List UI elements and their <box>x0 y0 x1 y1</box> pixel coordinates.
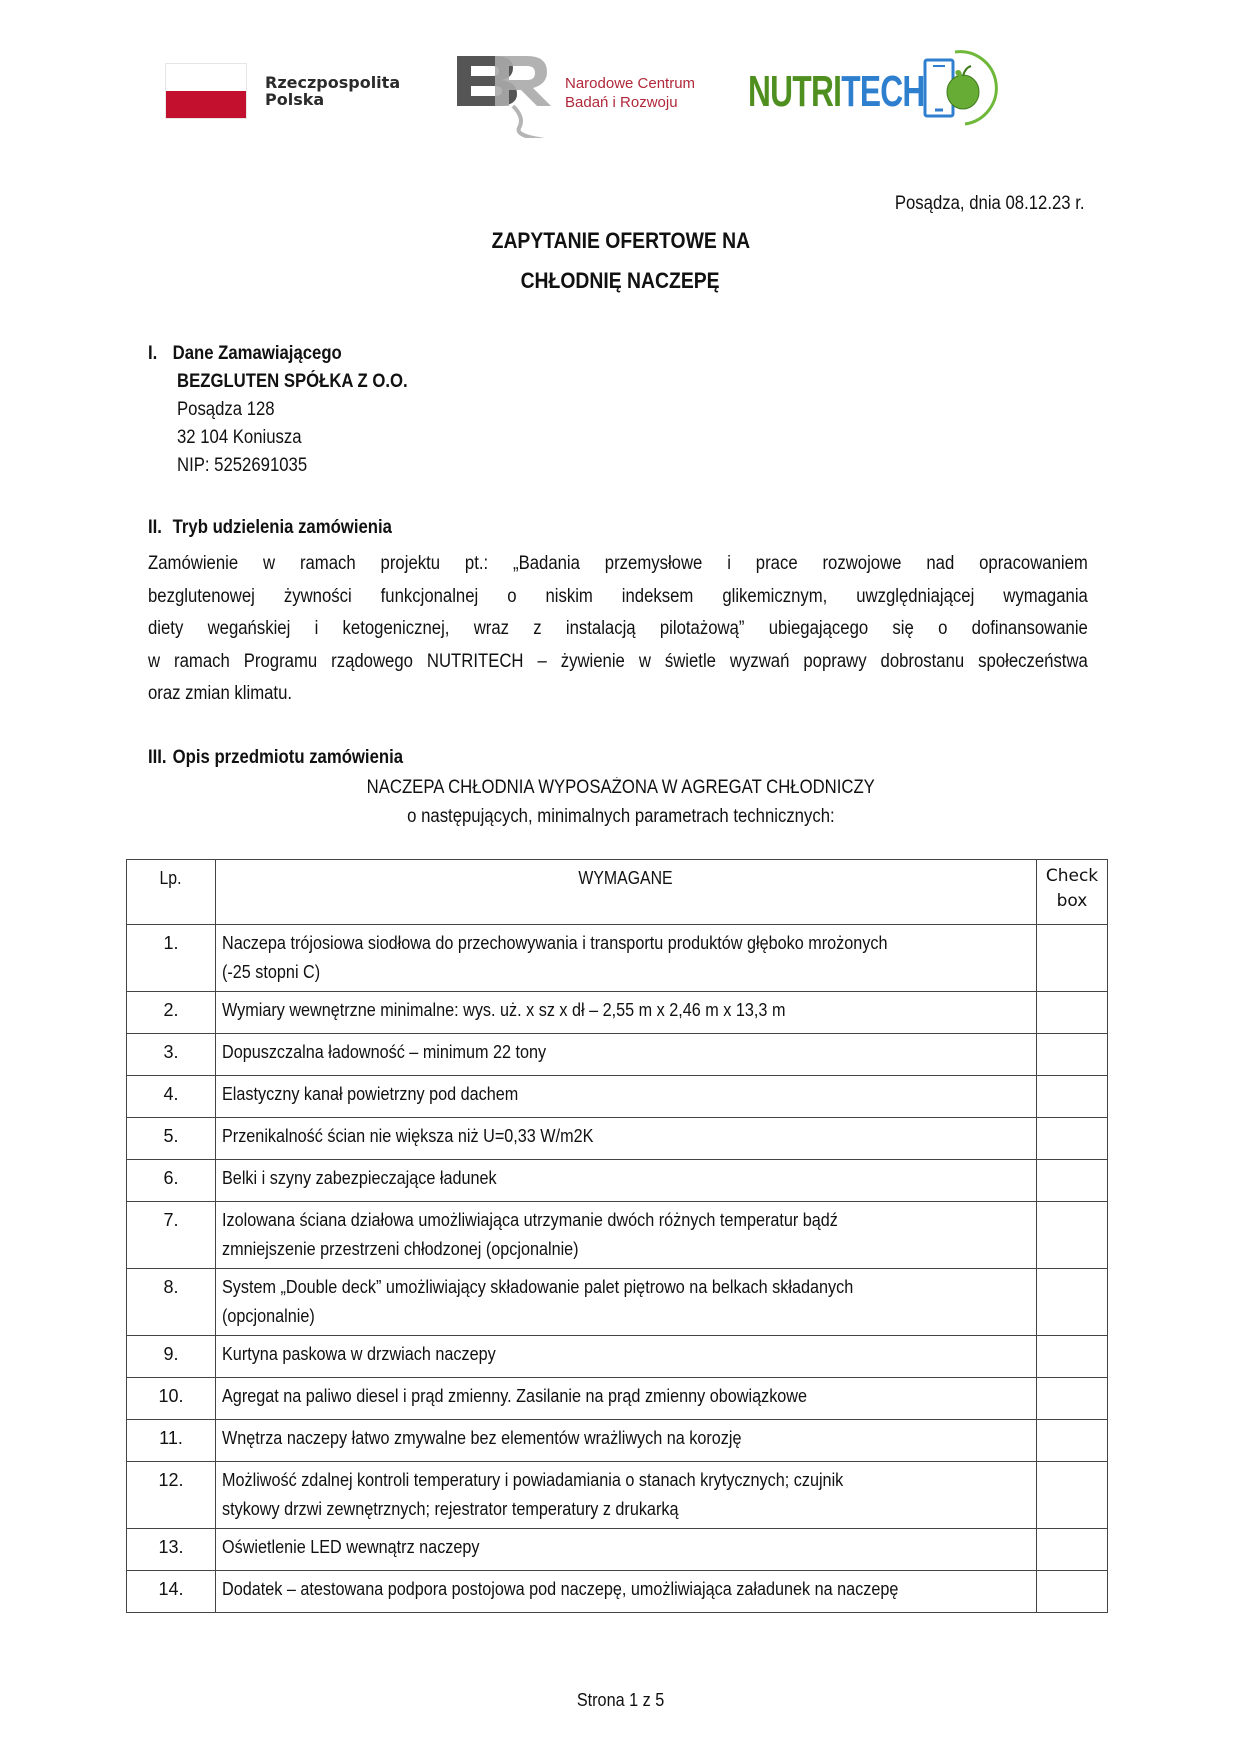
requirement-text-line: Belki i szyny zabezpieczające ładunek <box>222 1168 497 1188</box>
row-requirement <box>216 1378 1037 1420</box>
paragraph-line: w ramach Programu rządowego NUTRITECH – żywienie w świetle wyzwań poprawy dobrostanu społeczeństwa <box>148 650 1088 672</box>
row-number: 7. <box>127 1202 216 1269</box>
ncbr-logo-line1: Narodowe Centrum <box>565 75 696 92</box>
row-checkbox[interactable] <box>1037 1336 1108 1378</box>
row-number: 13. <box>127 1529 216 1571</box>
company-name: BEZGLUTEN SPÓŁKA Z O.O. <box>177 371 408 392</box>
row-requirement <box>216 925 1037 992</box>
requirement-text-line: Oświetlenie LED wewnątrz naczepy <box>222 1537 480 1557</box>
requirement-text-line: Agregat na paliwo diesel i prąd zmienny. Zasilanie na prąd zmienny obowiązkowe <box>222 1386 808 1406</box>
row-number: 4. <box>127 1076 216 1118</box>
poland-logo-text <box>265 74 400 108</box>
requirement-text-line: stykowy drzwi zewnętrznych; rejestrator temperatury z drukarką <box>222 1499 679 1519</box>
row-number: 8. <box>127 1269 216 1336</box>
row-checkbox[interactable] <box>1037 925 1108 992</box>
section3-subtitle2: o następujących, minimalnych parametrach technicznych: <box>406 806 835 827</box>
table-row <box>127 1076 1108 1118</box>
poland-logo <box>165 63 400 119</box>
row-number: 5. <box>127 1118 216 1160</box>
requirement-text-line: Możliwość zdalnej kontroli temperatury i powiadamiania o stanach krytycznych; czujnik <box>222 1470 844 1490</box>
requirement-text-line: Przenikalność ścian nie większa niż U=0,33 W/m2K <box>222 1126 594 1146</box>
row-requirement <box>216 1118 1037 1160</box>
requirement-text-line: Izolowana ściana działowa umożliwiająca utrzymanie dwóch różnych temperatur bądź <box>222 1210 838 1230</box>
row-number: 1. <box>127 925 216 992</box>
table-row <box>127 1034 1108 1076</box>
row-requirement <box>216 1160 1037 1202</box>
table-row <box>127 1529 1108 1571</box>
requirement-text-line: Dodatek – atestowana podpora postojowa pod naczepę, umożliwiająca załadunek na naczepę <box>222 1579 899 1599</box>
company-address-street: Posądza 128 <box>177 399 275 420</box>
row-requirement <box>216 1336 1037 1378</box>
table-row <box>127 1160 1108 1202</box>
row-requirement <box>216 1202 1037 1269</box>
row-requirement <box>216 1571 1037 1613</box>
ncbr-br-mark-icon <box>455 48 565 138</box>
row-checkbox[interactable] <box>1037 1269 1108 1336</box>
ncbr-logo-line2: Badań i Rozwoju <box>565 94 678 111</box>
row-checkbox[interactable] <box>1037 1571 1108 1613</box>
poland-logo-line1: Rzeczpospolita <box>265 73 401 92</box>
nutritech-wordmark <box>748 67 925 116</box>
section1-heading: I. Dane Zamawiającego <box>148 343 342 364</box>
row-checkbox[interactable] <box>1037 1160 1108 1202</box>
row-requirement <box>216 1034 1037 1076</box>
nutritech-green-part: NUTRI <box>748 67 842 116</box>
row-requirement <box>216 1529 1037 1571</box>
section3-heading: III. Opis przedmiotu zamówienia <box>148 747 404 768</box>
row-number: 10. <box>127 1378 216 1420</box>
ncbr-logo-text <box>565 74 695 112</box>
document-title-line1: ZAPYTANIE OFERTOWE NA <box>491 228 750 253</box>
header-lp: Lp. <box>127 860 216 925</box>
row-number: 12. <box>127 1462 216 1529</box>
paragraph-line: Zamówienie w ramach projektu pt.: „Badania przemysłowe i prace rozwojowe nad opracowaniem <box>148 553 1088 574</box>
row-checkbox[interactable] <box>1037 1076 1108 1118</box>
table-row <box>127 1118 1108 1160</box>
table-row <box>127 925 1108 992</box>
table-row <box>127 1202 1108 1269</box>
table-row <box>127 1269 1108 1336</box>
row-checkbox[interactable] <box>1037 1420 1108 1462</box>
requirement-text-line: Wnętrza naczepy łatwo zmywalne bez elementów wrażliwych na korozję <box>222 1428 742 1448</box>
table-row <box>127 992 1108 1034</box>
header-checkbox: Check box <box>1037 860 1108 925</box>
requirement-text-line: Kurtyna paskowa w drzwiach naczepy <box>222 1344 496 1364</box>
section1 <box>148 340 439 480</box>
section2-heading: II. Tryb udzielenia zamówienia <box>148 517 392 538</box>
table-row <box>127 1378 1108 1420</box>
requirement-text-line: Wymiary wewnętrzne minimalne: wys. uż. x sz x dł – 2,55 m x 2,46 m x 13,3 m <box>222 1000 786 1020</box>
row-checkbox[interactable] <box>1037 1462 1108 1529</box>
requirement-text-line: zmniejszenie przestrzeni chłodzonej (opcjonalnie) <box>222 1239 579 1259</box>
row-requirement <box>216 1420 1037 1462</box>
row-number: 2. <box>127 992 216 1034</box>
page-number: Strona 1 z 5 <box>576 1690 665 1710</box>
paragraph-line: diety wegańskiej i ketogenicznej, wraz z instalacją pilotażową” ubiegającego się o dofinansowanie <box>148 618 1088 639</box>
requirement-text-line: Dopuszczalna ładowność – minimum 22 tony <box>222 1042 547 1062</box>
document-title-line2: CHŁODNIĘ NACZEPĘ <box>521 268 720 293</box>
row-checkbox[interactable] <box>1037 992 1108 1034</box>
row-checkbox[interactable] <box>1037 1202 1108 1269</box>
requirements-table <box>126 859 1108 1613</box>
row-number: 3. <box>127 1034 216 1076</box>
row-requirement <box>216 1462 1037 1529</box>
table-row <box>127 1420 1108 1462</box>
row-checkbox[interactable] <box>1037 1378 1108 1420</box>
document-date: Posądza, dnia 08.12.23 r. <box>894 193 1084 214</box>
ncbr-logo <box>455 48 695 138</box>
phone-apple-icon <box>923 48 1003 128</box>
table-row <box>127 1462 1108 1529</box>
row-requirement <box>216 1269 1037 1336</box>
section2-paragraph <box>148 548 1088 711</box>
row-requirement <box>216 1076 1037 1118</box>
company-nip: NIP: 5252691035 <box>177 455 308 476</box>
table-row <box>127 1571 1108 1613</box>
nutritech-blue-part: TECH <box>841 67 925 116</box>
requirement-text-line: (-25 stopni C) <box>222 962 321 982</box>
header-desc: WYMAGANE <box>216 860 1037 925</box>
row-number: 9. <box>127 1336 216 1378</box>
row-number: 6. <box>127 1160 216 1202</box>
row-requirement <box>216 992 1037 1034</box>
paragraph-line: bezglutenowej żywności funkcjonalnej o niskim indeksem glikemicznym, uwzględniającej wymagania <box>148 585 1088 607</box>
row-checkbox[interactable] <box>1037 1118 1108 1160</box>
requirement-text-line: (opcjonalnie) <box>222 1306 315 1326</box>
section3-subtitle1: NACZEPA CHŁODNIA WYPOSAŻONA W AGREGAT CHŁODNICZY <box>366 777 875 798</box>
requirement-text-line: Elastyczny kanał powietrzny pod dachem <box>222 1084 519 1104</box>
nutritech-logo <box>748 50 1008 130</box>
row-number: 14. <box>127 1571 216 1613</box>
polish-flag-icon <box>165 63 247 119</box>
requirement-text-line: Naczepa trójosiowa siodłowa do przechowywania i transportu produktów głęboko mrożonych <box>222 933 888 953</box>
row-checkbox[interactable] <box>1037 1034 1108 1076</box>
row-number: 11. <box>127 1420 216 1462</box>
table-row <box>127 1336 1108 1378</box>
table-header-row <box>127 860 1108 925</box>
row-checkbox[interactable] <box>1037 1529 1108 1571</box>
requirement-text-line: System „Double deck” umożliwiający składowanie palet piętrowo na belkach składanych <box>222 1277 854 1297</box>
paragraph-line: oraz zmian klimatu. <box>148 683 293 704</box>
poland-logo-line2: Polska <box>265 90 325 109</box>
company-address-city: 32 104 Koniusza <box>177 427 302 448</box>
